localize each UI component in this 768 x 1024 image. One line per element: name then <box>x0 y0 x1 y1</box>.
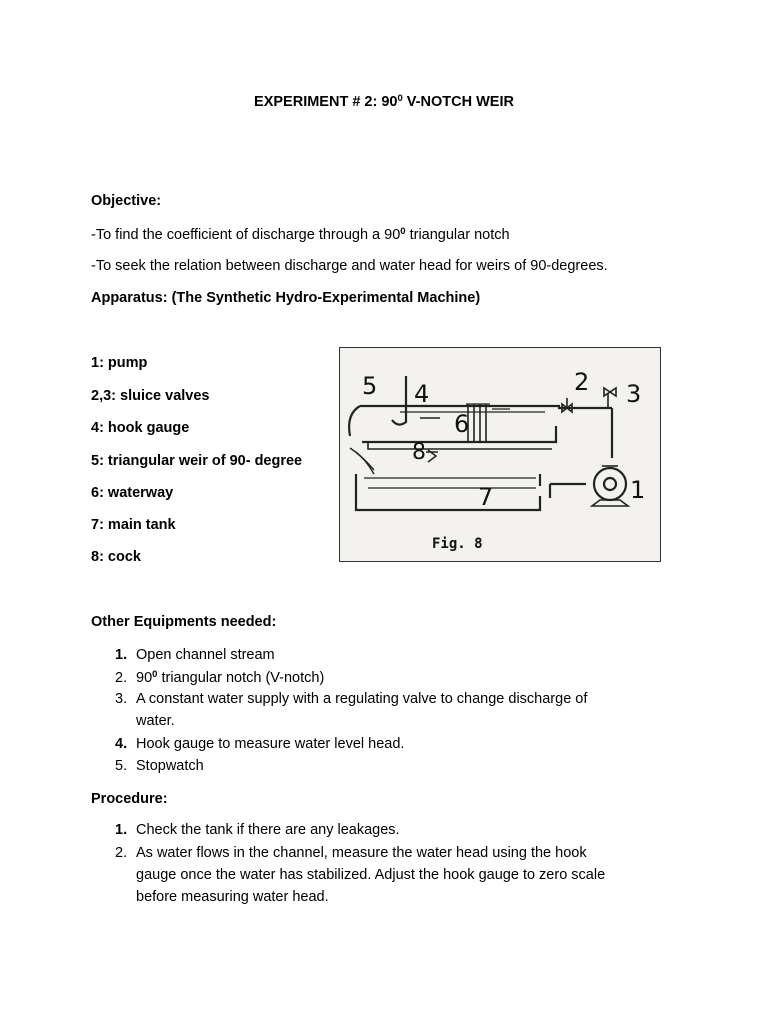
list-number: 5. <box>115 758 128 774</box>
part-item-1: 1: pump <box>91 355 148 371</box>
list-number: 2. <box>115 670 128 686</box>
figure-label-7: 7 <box>478 483 494 511</box>
figure-label-2: 2 <box>574 368 590 396</box>
figure-label-8: 8 <box>412 440 426 465</box>
figure-label-4: 4 <box>414 380 430 408</box>
page-title <box>0 93 768 110</box>
apparatus-heading: Apparatus: (The Synthetic Hydro-Experimental Machine) <box>91 290 481 306</box>
objective-line-1-suffix: triangular notch <box>405 227 510 243</box>
part-item-4: 5: triangular weir of 90- degree <box>91 453 303 469</box>
apparatus-diagram <box>340 348 659 560</box>
list-text: Stopwatch <box>136 758 204 774</box>
apparatus-figure <box>339 347 661 562</box>
equipment-item-4 <box>115 736 404 752</box>
equipment-item-3 <box>115 691 587 707</box>
list-text: A constant water supply with a regulating valve to change discharge of <box>136 691 588 707</box>
list-number: 1. <box>115 822 128 838</box>
equipment-item-5 <box>115 758 204 774</box>
part-item-5: 6: waterway <box>91 485 174 501</box>
list-number: 2. <box>115 845 128 861</box>
figure-label-3: 3 <box>626 380 642 408</box>
list-number: 3. <box>115 691 128 707</box>
part-item-2: 2,3: sluice valves <box>91 388 210 404</box>
procedure-item-2 <box>115 845 587 861</box>
procedure-item-2-continued-2: before measuring water head. <box>136 889 329 905</box>
list-text <box>136 669 324 686</box>
list-number: 4. <box>115 736 128 752</box>
equipment-item-1 <box>115 647 275 663</box>
list-text: Check the tank if there are any leakages. <box>136 822 400 838</box>
list-text-prefix: 90 <box>136 670 153 686</box>
objective-line-1 <box>91 226 510 243</box>
list-text: Hook gauge to measure water level head. <box>136 736 405 752</box>
objective-line-1-sup: 0 <box>400 226 406 237</box>
title-suffix: V-NOTCH WEIR <box>402 94 514 110</box>
list-text-suffix: triangular notch (V-notch) <box>157 670 325 686</box>
objective-heading: Objective: <box>91 193 162 209</box>
part-item-3: 4: hook gauge <box>91 420 190 436</box>
equipment-item-2 <box>115 669 324 686</box>
figure-label-6: 6 <box>454 410 470 438</box>
part-item-7: 8: cock <box>91 549 141 565</box>
figure-label-1: 1 <box>630 476 646 504</box>
part-item-6: 7: main tank <box>91 517 176 533</box>
procedure-heading: Procedure: <box>91 791 168 807</box>
procedure-item-1 <box>115 822 400 838</box>
equipment-heading: Other Equipments needed: <box>91 614 277 630</box>
figure-label-5: 5 <box>362 372 378 400</box>
title-superscript: 0 <box>397 93 403 104</box>
list-number: 1. <box>115 647 128 663</box>
title-prefix: EXPERIMENT # 2: 90 <box>254 94 398 110</box>
list-text-sup: 0 <box>152 669 158 680</box>
list-text: Open channel stream <box>136 647 275 663</box>
equipment-item-3-continued: water. <box>136 713 175 729</box>
objective-line-2: -To seek the relation between discharge and water head for weirs of 90-degrees. <box>91 258 608 274</box>
list-text: As water flows in the channel, measure the water head using the hook <box>136 845 587 861</box>
figure-caption: Fig. 8 <box>432 536 483 552</box>
objective-line-1-prefix: -To find the coefficient of discharge through a 90 <box>91 227 401 243</box>
procedure-item-2-continued-1: gauge once the water has stabilized. Adjust the hook gauge to zero scale <box>136 867 606 883</box>
